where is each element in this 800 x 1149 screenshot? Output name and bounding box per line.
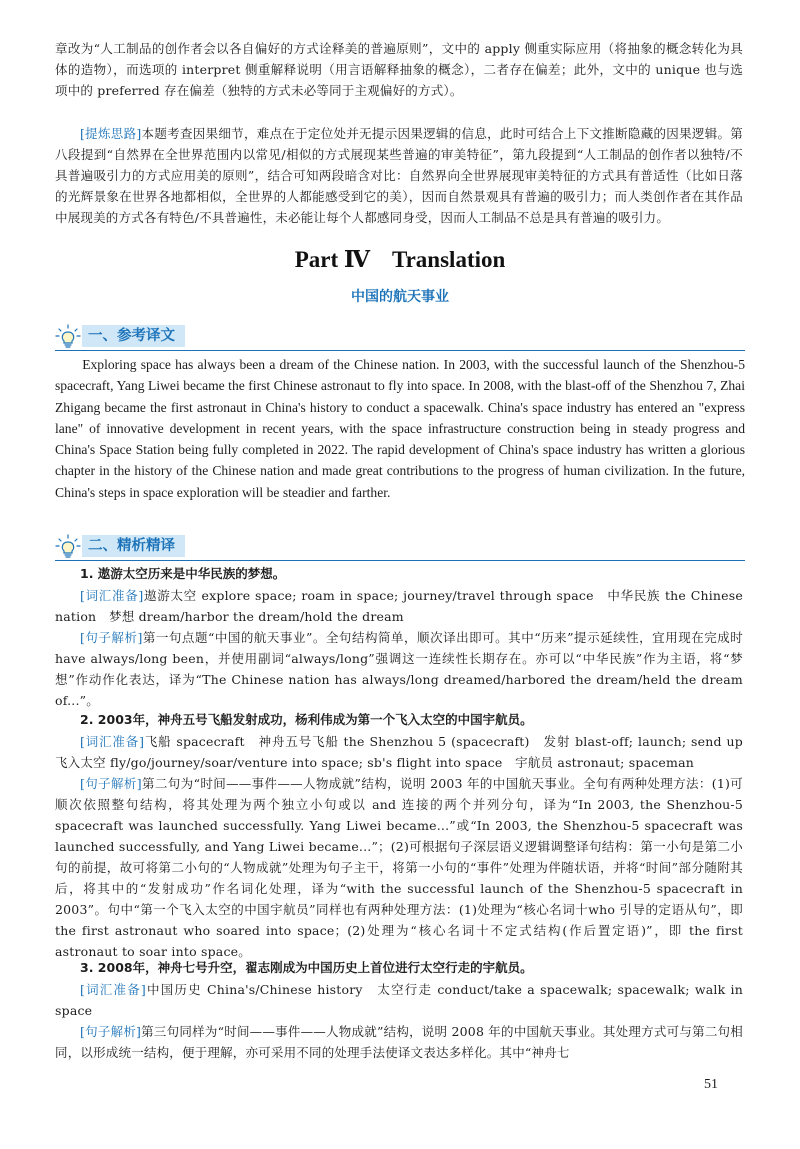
vocab-tag: [词汇准备] [80, 982, 146, 997]
item-1-heading: 1. 遨游太空历来是中华民族的梦想。 [80, 566, 286, 581]
reasoning-tag: [提炼思路] [80, 126, 142, 141]
item-1-vocab: [词汇准备]遨游太空 explore space; roam in space; journey/travel through space 中华民族 the Chinese nation 梦想 dream/harbor the dream/hold the dream [55, 588, 743, 624]
item-3-analysis: [句子解析]第三句同样为“时间——事件——人物成就”结构，说明 2008 年的中国航天事业。其处理方式可与第二句相同，以形成统一结构，便于理解，亦可采用不同的处理手法使译文表达多样化。其中“神舟七 [55, 1024, 743, 1060]
section-label: 二、精析精译 [82, 535, 185, 557]
section-header-analysis [55, 534, 745, 561]
item-3-vocab: [词汇准备]中国历史 China's/Chinese history 太空行走 conduct/take a spacewalk; spacewalk; walk in space [55, 982, 743, 1018]
analysis-tag: [句子解析] [80, 1024, 142, 1039]
reasoning-paragraph [55, 123, 743, 228]
explanation-continued: 章改为“人工制品的创作者会以各自偏好的方式诠释美的普遍原则”，文中的 apply 侧重实际应用（将抽象的概念转化为具体的造物），而选项的 interpret 侧重解释说明（用言语解释抽象的概念），二者存在偏差；此外，文中的 unique 也与选项中的 preferred 存在偏差（独特的方式未必等同于主观偏好的方式）。 [55, 41, 743, 98]
reasoning-text: 本题考查因果细节，难点在于定位处并无提示因果逻辑的信息，此时可结合上下文推断隐藏的因果逻辑。第八段提到“自然界在全世界范围内以常见/相似的方式展现某些普遍的审美特征”，第九段提到“人工制品的创作者以独特/不具普遍吸引力的方式应用美的原则”，结合可知两段暗含对比：自然界向全世界展现审美特征的方式具有普适性（比如日落的光辉景象在世界各地都相似，全世界的人都能感受到它的美），因而自然景观具有普遍的吸引力；而人类创作者在其作品中展现美的方式各有特色/不具普遍性，未必能让每个人都感同身受，因而人工制品不总是具有普遍的吸引力。 [55, 126, 743, 225]
reference-translation: Exploring space has always been a dream of the Chinese nation. In 2003, with the successful launch of the Shenzhou-5 spacecraft, Yang Liwei became the first Chinese astronaut to fly into space. In 2008, with the blast-off of the Shenzhou 7, Zhai Zhigang became the first astronaut in China's history to conduct a spacewalk. China's space industry has entered an "express lane" of innovative development in recent years, with the space infrastructure construction being in steady progress and China's Space Station being fully completed in 2022. The rapid development of China's space industry has written a glorious chapter in the history of the Chinese nation and made great contributions to the progress of human civilization. In the future, China's steps in space exploration will be steadier and farther. [55, 357, 745, 500]
part-title [0, 246, 800, 273]
item-2-heading: 2. 2003年，神舟五号飞船发射成功，杨利伟成为第一个飞入太空的中国宇航员。 [80, 712, 533, 727]
part-name: Translation [391, 247, 506, 272]
part-label: Part Ⅳ [294, 247, 370, 272]
section-label: 一、参考译文 [82, 325, 185, 347]
vocab-tag: [词汇准备] [80, 734, 145, 749]
item-2-vocab: [词汇准备]飞船 spacecraft 神舟五号飞船 the Shenzhou 5 (spacecraft) 发射 blast-off; launch; send up 飞入太空 fly/go/journey/soar/venture into space; sb's flight into space 宇航员 astronaut; spaceman [55, 734, 756, 770]
section-header-reference [55, 324, 745, 351]
analysis-tag: [句子解析] [80, 776, 142, 791]
page-number: 51 [704, 1077, 718, 1092]
analysis-tag: [句子解析] [80, 630, 143, 645]
lightbulb-icon [55, 324, 81, 350]
item-3-heading: 3. 2008年，神舟七号升空，翟志刚成为中国历史上首位进行太空行走的宇航员。 [80, 960, 533, 975]
passage-subtitle: 中国的航天事业 [351, 289, 449, 305]
item-1-analysis: [句子解析]第一句点题“中国的航天事业”。全句结构简单，顺次译出即可。其中“历来”提示延续性，宜用现在完成时 have always/long been，并使用副词“always/long”强调这一连续性长期存在。亦可以“中华民族”作为主语，将“梦想”作动作化表达，译为“The Chinese nation has always/long dreamed/harbored the dream/held the dream of...”。 [55, 630, 743, 708]
item-2-analysis: [句子解析]第二句为“时间——事件——人物成就”结构，说明 2003 年的中国航天事业。全句有两种处理方法：(1)可顺次依照整句结构，将其处理为两个独立小句或以 and 连接的两个并列分句，译为“In 2003, the Shenzhou-5 spacecraft was launched successfully. Yang Liwei became...”或“In 2003, the Shenzhou-5 spacecraft was launched successfully, and Yang Liwei became...”；(2)可根据句子深层语义逻辑调整译句结构：第一小句是第二小句的前提，故可将第二小句的“人物成就”处理为句子主干，将第一小句的“事件”处理为伴随状语，并将“时间”部分随附其后，将其中的“发射成功”作名词化处理，译为“with the successful launch of the Shenzhou-5 spacecraft in 2003”。句中“第一个飞入太空的中国宇航员”同样也有两种处理方法：(1)处理为“核心名词十who 引导的定语从句”，即 the first astronaut who soared into space；(2)处理为“核心名词十不定式结构(作后置定语)”，即 the first astronaut to soar into space。 [55, 776, 743, 959]
vocab-tag: [词汇准备] [80, 588, 144, 603]
lightbulb-icon [55, 534, 81, 560]
